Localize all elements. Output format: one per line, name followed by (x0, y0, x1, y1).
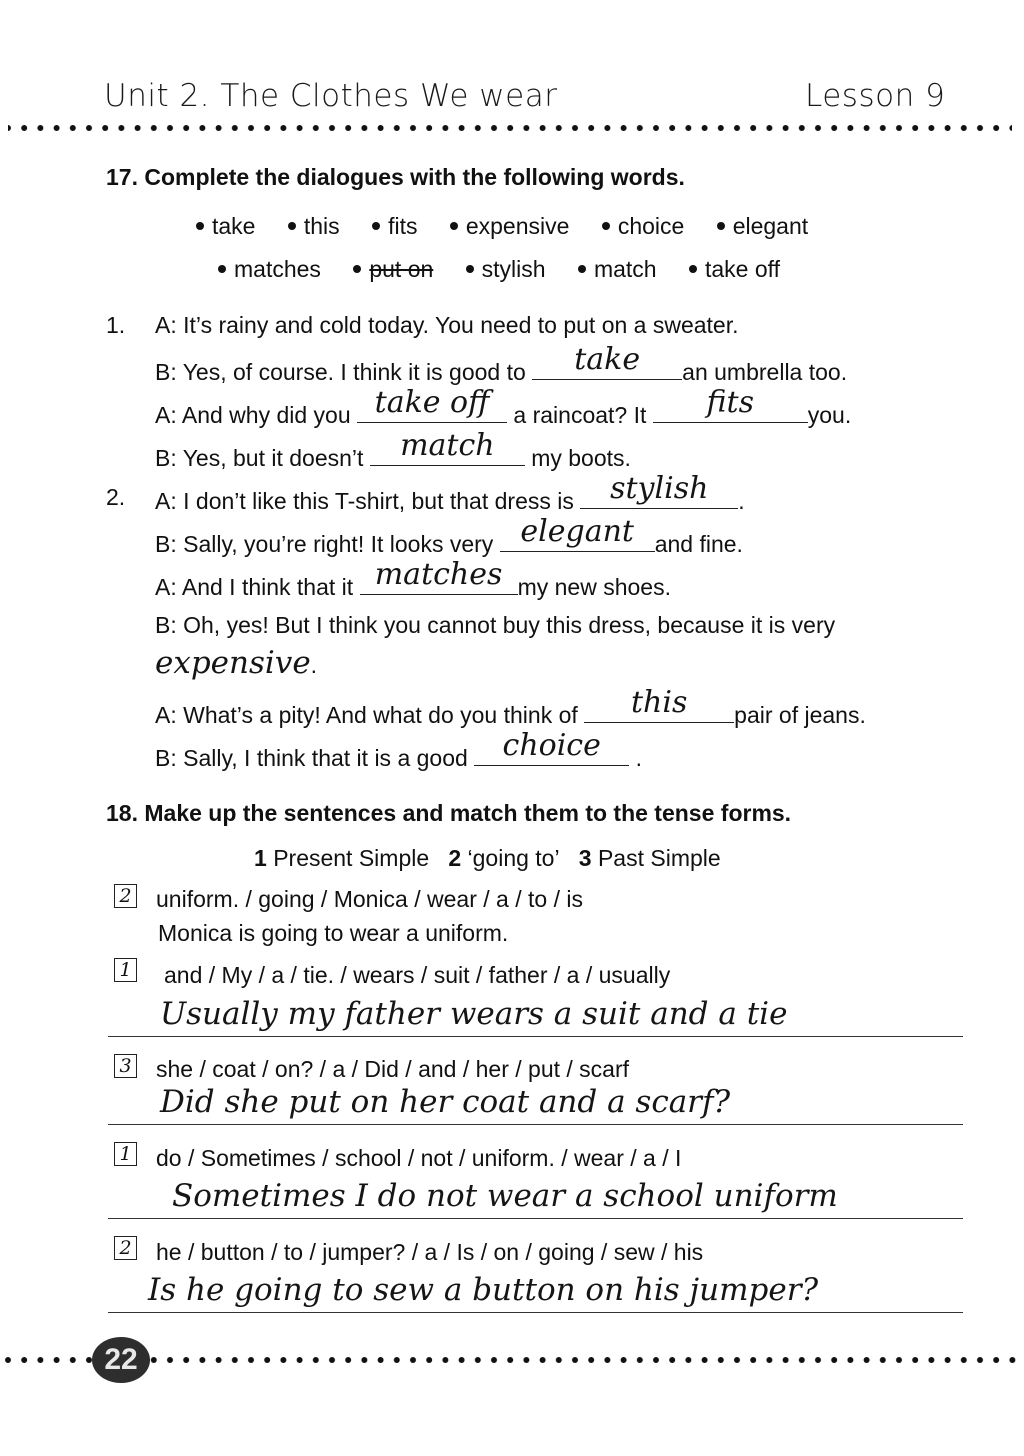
word-bank-item: fits (372, 213, 417, 239)
answer-box: 1 (114, 1142, 137, 1166)
answer-line (108, 1036, 963, 1037)
scrambled-words: he / button / to / jumper? / a / Is / on / going / sew / his (156, 1239, 704, 1265)
dialogue2-number: 2. (106, 484, 126, 510)
dialogue1-number: 1. (106, 312, 126, 338)
handwritten-answer: Sometimes I do not wear a school uniform (172, 1178, 838, 1214)
handwritten-answer: Usually my father wears a suit and a tie (160, 996, 788, 1032)
dialogue2-line5: expensive. (155, 645, 318, 681)
word-bank-item: elegant (717, 213, 808, 239)
handwritten-answer: Is he going to sew a button on his jumper? (148, 1272, 819, 1308)
dialogue2-line7: B: Sally, I think that it is a good choice . (155, 728, 642, 771)
scrambled-words: and / My / a / tie. / wears / suit / father / a / usually (164, 962, 671, 988)
answer-blank: match (370, 441, 525, 466)
answer-blank: take (532, 355, 682, 380)
answer-box: 2 (114, 1236, 137, 1260)
dialogue1-line4: B: Yes, but it doesn’t match my boots. (155, 428, 631, 471)
scrambled-words: she / coat / on? / a / Did / and / her / put / scarf (156, 1056, 630, 1082)
answer-blank: this (584, 698, 734, 723)
word-bank-item-struck: put on (353, 256, 433, 282)
page-number-badge: 22 (92, 1337, 150, 1383)
word-bank-item: take off (689, 256, 780, 282)
task18-title: 18. Make up the sentences and match them to the tense forms. (106, 800, 792, 826)
word-bank-item: expensive (450, 213, 570, 239)
word-bank-item: match (578, 256, 657, 282)
dialogue1-line2: B: Yes, of course. I think it is good to take an umbrella too. (155, 342, 848, 385)
dialogue2-line4: B: Oh, yes! But I think you cannot buy this dress, because it is very (155, 612, 836, 638)
header-dotted-rule (0, 124, 1024, 132)
answer-blank: fits (653, 398, 808, 423)
dialogue2-line1: A: I don’t like this T-shirt, but that dress is stylish . (155, 471, 745, 514)
scrambled-words: uniform. / going / Monica / wear / a / to / is (156, 886, 583, 912)
scrambled-words: do / Sometimes / school / not / uniform. / wear / a / I (156, 1145, 682, 1171)
answer-blank: matches (360, 570, 518, 595)
dialogue2-line6: A: What’s a pity! And what do you think of this pair of jeans. (155, 685, 866, 728)
answer-line (108, 1218, 963, 1219)
example-answer: Monica is going to wear a uniform. (158, 920, 509, 946)
answer-blank: elegant (500, 527, 655, 552)
task17-title: 17. Complete the dialogues with the following words. (106, 164, 685, 190)
word-bank-item: this (288, 213, 340, 239)
footer-dotted-rule (0, 1356, 1024, 1364)
dialogue1-line1: A: It’s rainy and cold today. You need to put on a sweater. (155, 312, 739, 338)
answer-line (108, 1124, 963, 1125)
word-bank-item: stylish (466, 256, 546, 282)
answer-box: 3 (114, 1054, 137, 1078)
handwritten-answer: Did she put on her coat and a scarf? (160, 1084, 731, 1120)
answer-box: 1 (114, 958, 137, 982)
word-bank-row1 (196, 213, 834, 240)
handwritten-answer: expensive (155, 645, 311, 681)
answer-box: 2 (114, 884, 137, 908)
answer-blank: choice (474, 741, 629, 766)
tense-legend: 1 Present Simple 2 ‘going to’ 3 Past Simple (254, 845, 721, 871)
word-bank-item: take (196, 213, 255, 239)
word-bank-item: matches (218, 256, 321, 282)
dialogue2-line3: A: And I think that it matches my new shoes. (155, 557, 671, 600)
unit-title: Unit 2. The Clothes We wear (104, 78, 558, 114)
lesson-label: Lesson 9 (805, 78, 946, 114)
word-bank-item: choice (602, 213, 684, 239)
dialogue2-line2: B: Sally, you’re right! It looks very elegant and fine. (155, 514, 743, 557)
answer-blank: stylish (580, 484, 738, 509)
dialogue1-line3: A: And why did you take off a raincoat? It fits you. (155, 385, 852, 428)
word-bank-row2 (218, 256, 806, 283)
answer-line (108, 1312, 963, 1313)
answer-blank: take off (357, 398, 507, 423)
